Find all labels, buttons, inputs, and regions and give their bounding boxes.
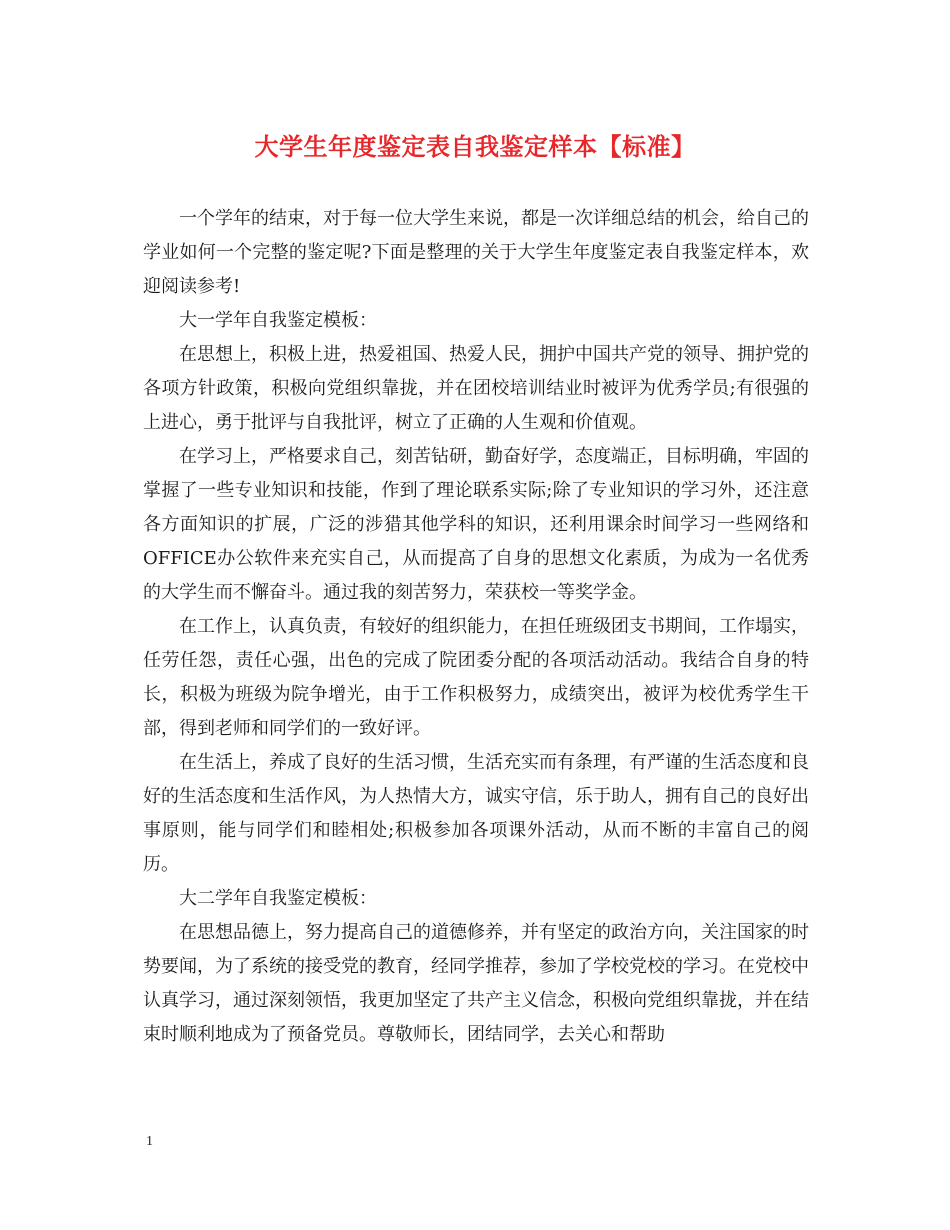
paragraph-sophomore-heading: 大二学年自我鉴定模板： bbox=[179, 888, 377, 909]
paragraph-freshman-life: 在生活上，养成了良好的生活习惯，生活充实而有条理，有严谨的生活态度和良好的生活态度和生活作风，为人热情大方，诚实守信，乐于助人，拥有自己的良好出事原则，能与同学们和睦相处;积极参加各项课外活动，从而不断的丰富自己的阅历。 bbox=[143, 752, 809, 875]
paragraph-freshman-heading: 大一学年自我鉴定模板： bbox=[179, 310, 377, 331]
paragraph-intro: 一个学年的结束，对于每一位大学生来说，都是一次详细总结的机会，给自己的学业如何一个完整的鉴定呢?下面是整理的关于大学生年度鉴定表自我鉴定样本，欢迎阅读参考! bbox=[143, 208, 809, 297]
paragraph-freshman-work: 在工作上，认真负责，有较好的组织能力，在担任班级团支书期间，工作塌实，任劳任怨，责任心强，出色的完成了院团委分配的各项活动活动。我结合自身的特长，积极为班级为院争增光，由于工作积极努力，成绩突出，被评为校优秀学生干部，得到老师和同学们的一致好评。 bbox=[143, 616, 809, 739]
page-number: 1 bbox=[146, 1134, 153, 1149]
paragraph-freshman-ideology: 在思想上，积极上进，热爱祖国、热爱人民，拥护中国共产党的领导、拥护党的各项方针政策，积极向党组织靠拢，并在团校培训结业时被评为优秀学员;有很强的上进心，勇于批评与自我批评，树立了正确的人生观和价值观。 bbox=[143, 344, 809, 433]
document-title: 大学生年度鉴定表自我鉴定样本【标准】 bbox=[254, 132, 696, 161]
paragraph-freshman-study: 在学习上，严格要求自己，刻苦钻研，勤奋好学，态度端正，目标明确，牢固的掌握了一些专业知识和技能，作到了理论联系实际;除了专业知识的学习外，还注意各方面知识的扩展，广泛的涉猎其他学科的知识，还利用课余时间学习一些网络和OFFICE办公软件来充实自己，从而提高了自身的思想文化素质，为成为一名优秀的大学生而不懈奋斗。通过我的刻苦努力，荣获校一等奖学金。 bbox=[143, 446, 809, 603]
document-body bbox=[143, 202, 809, 1052]
paragraph-sophomore-ideology: 在思想品德上，努力提高自己的道德修养，并有坚定的政治方向，关注国家的时势要闻，为了系统的接受党的教育，经同学推荐，参加了学校党校的学习。在党校中认真学习，通过深刻领悟，我更加坚定了共产主义信念，积极向党组织靠拢，并在结束时顺利地成为了预备党员。尊敬师长，团结同学，去关心和帮助 bbox=[143, 922, 809, 1045]
